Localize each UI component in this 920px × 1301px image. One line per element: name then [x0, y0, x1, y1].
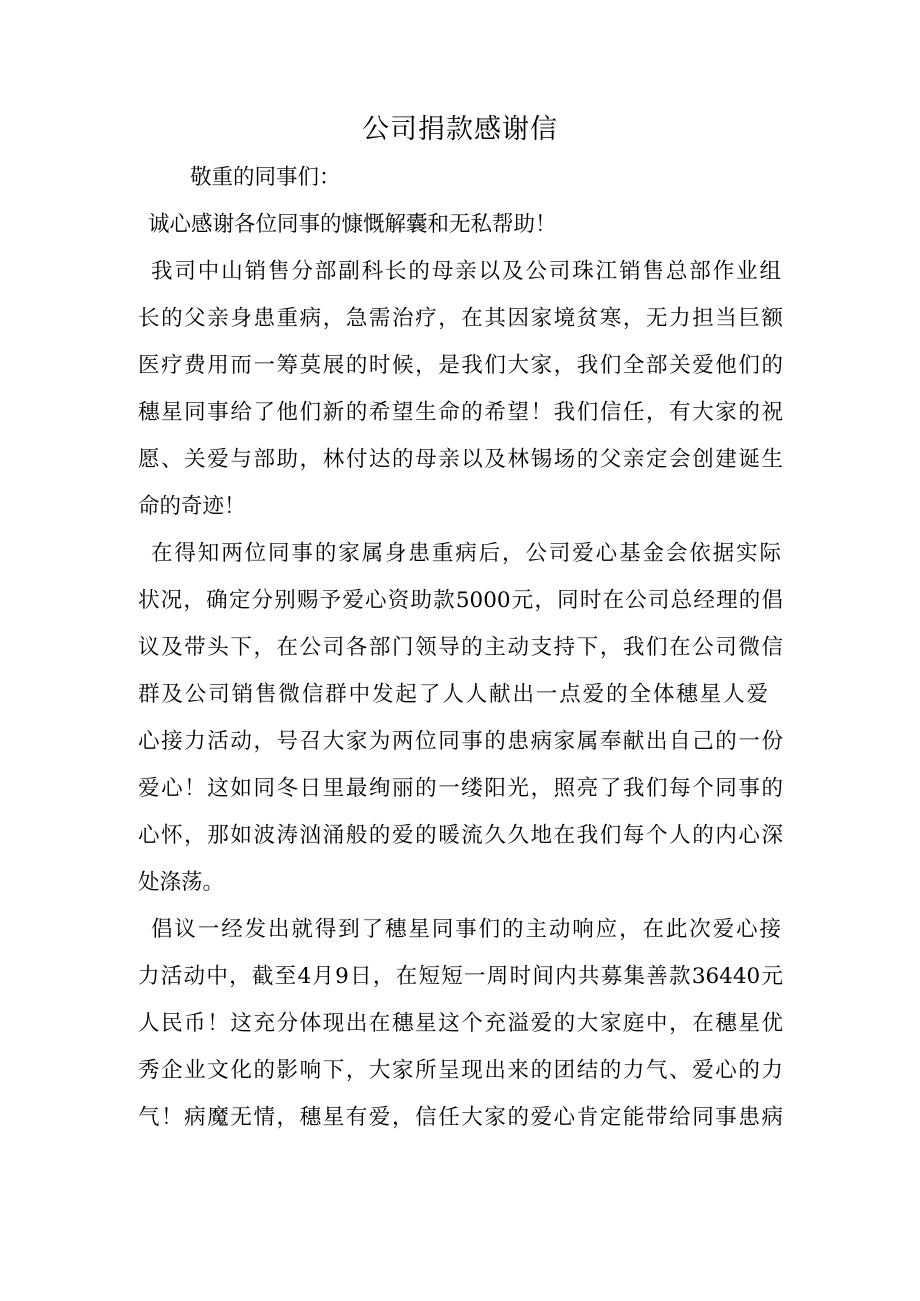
- text-line: 在得知两位同事的家属身患重病后，公司爱心基金会依据实际: [151, 541, 781, 566]
- text-line: 爱心！这如同冬日里最绚丽的一缕阳光，照亮了我们每个同事的: [138, 776, 783, 801]
- text-line: 长的父亲身患重病，急需治疗，在其因家境贫寒，无力担当巨额: [138, 306, 783, 331]
- text-line: 气！病魔无情，穗星有爱，信任大家的爱心肯定能带给同事患病: [138, 1105, 783, 1130]
- document-title: 公司捐款感谢信: [362, 114, 558, 145]
- text-line: 命的奇迹！: [138, 494, 246, 519]
- text-line: 状况，确定分别赐予爱心资助款5000元，同时在公司总经理的倡: [138, 588, 783, 613]
- salutation: 敬重的同事们：: [190, 165, 341, 190]
- text-line: 诚心感谢各位同事的慷慨解囊和无私帮助！: [148, 212, 557, 237]
- text-line: 倡议一经发出就得到了穗星同事们的主动响应，在此次爱心接: [151, 917, 781, 942]
- text-line: 愿、关爱与部助，林付达的母亲以及林锡场的父亲定会创建诞生: [138, 447, 783, 472]
- text-line: 议及带头下，在公司各部门领导的主动支持下，我们在公司微信: [138, 635, 783, 660]
- text-line: 群及公司销售微信群中发起了人人献出一点爱的全体穗星人爱: [138, 682, 768, 707]
- text-line: 我司中山销售分部副科长的母亲以及公司珠江销售总部作业组: [151, 259, 781, 284]
- text-line: 人民币！这充分体现出在穗星这个充溢爱的大家庭中，在穗星优: [138, 1011, 783, 1036]
- text-line: 秀企业文化的影响下，大家所呈现出来的团结的力气、爱心的力: [138, 1058, 783, 1083]
- text-line: 心怀，那如波涛汹涌般的爱的暖流久久地在我们每个人的内心深: [138, 823, 783, 848]
- text-line: 处涤荡。: [138, 870, 225, 895]
- text-line: 穗星同事给了他们新的希望生命的希望！我们信任，有大家的祝: [138, 400, 783, 425]
- text-line: 医疗费用而一筹莫展的时候，是我们大家，我们全部关爱他们的: [138, 353, 783, 378]
- text-line: 力活动中，截至4月9日，在短短一周时间内共募集善款36440元: [138, 964, 783, 989]
- text-line: 心接力活动，号召大家为两位同事的患病家属奉献出自己的一份: [138, 729, 783, 754]
